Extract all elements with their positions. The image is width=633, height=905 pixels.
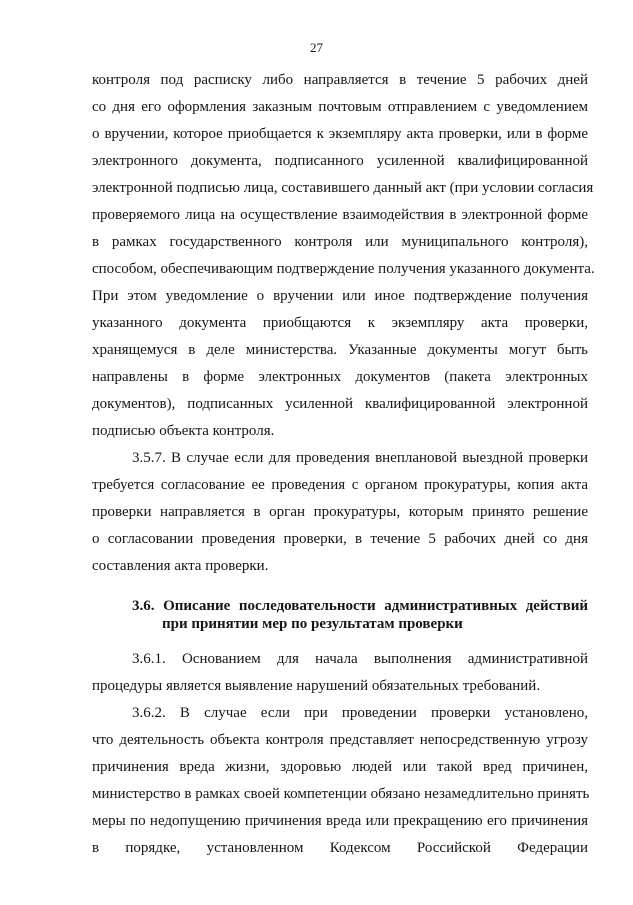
text-line: направлены в форме электронных документов (пакета электронных [92,369,588,385]
text-line: При этом уведомление о вручении или иное подтверждение получения [92,288,588,304]
text-line: проверяемого лица на осуществление взаимодействия в электронной форме [92,207,588,223]
text-line: процедуры является выявление нарушений обязательных требований. [92,678,541,694]
text-line: в рамках государственного контроля или муниципального контроля), [92,234,588,250]
text-line: электронного документа, подписанного усиленной квалифицированной [92,153,588,169]
text-line: документов), подписанных усиленной квалифицированной электронной [92,396,588,412]
text-line: хранящемуся в деле министерства. Указанные документы могут быть [92,342,588,358]
section-heading: 3.6. Описание последовательности административных действий [132,598,588,614]
text-line: в порядке, установленном Кодексом Российской Федерации [92,840,588,856]
text-line: причинения вреда жизни, здоровью людей или такой вред причинен, [92,759,588,775]
text-line: подписью объекта контроля. [92,423,275,439]
text-line: о вручении, которое приобщается к экземпляру акта проверки, или в форме [92,126,588,142]
text-line: что деятельность объекта контроля представляет непосредственную угрозу [92,732,588,748]
section-heading-cont: при принятии мер по результатам проверки [162,616,463,632]
text-line: требуется согласование ее проведения с органом прокуратуры, копия акта [92,477,588,493]
text-line: электронной подписью лица, составившего данный акт (при условии согласия [92,180,594,196]
text-line: проверки направляется в орган прокуратуры, которым принято решение [92,504,588,520]
text-line: со дня его оформления заказным почтовым отправлением с уведомлением [92,99,588,115]
paragraph-first-line: 3.6.1. Основанием для начала выполнения административной [132,651,588,667]
paragraph-first-line: 3.5.7. В случае если для проведения внеплановой выездной проверки [132,450,588,466]
text-line: контроля под расписку либо направляется в течение 5 рабочих дней [92,72,588,88]
text-line: меры по недопущению причинения вреда или прекращению его причинения [92,813,588,829]
paragraph-first-line: 3.6.2. В случае если при проведении проверки установлено, [132,705,588,721]
text-line: способом, обеспечивающим подтверждение получения указанного документа. [92,261,595,277]
text-line: о согласовании проведения проверки, в течение 5 рабочих дней со дня [92,531,588,547]
page-number: 27 [310,40,323,55]
text-line: министерство в рамках своей компетенции обязано незамедлительно принять [92,786,590,802]
text-line: указанного документа приобщаются к экземпляру акта проверки, [92,315,588,331]
text-line: составления акта проверки. [92,558,269,574]
